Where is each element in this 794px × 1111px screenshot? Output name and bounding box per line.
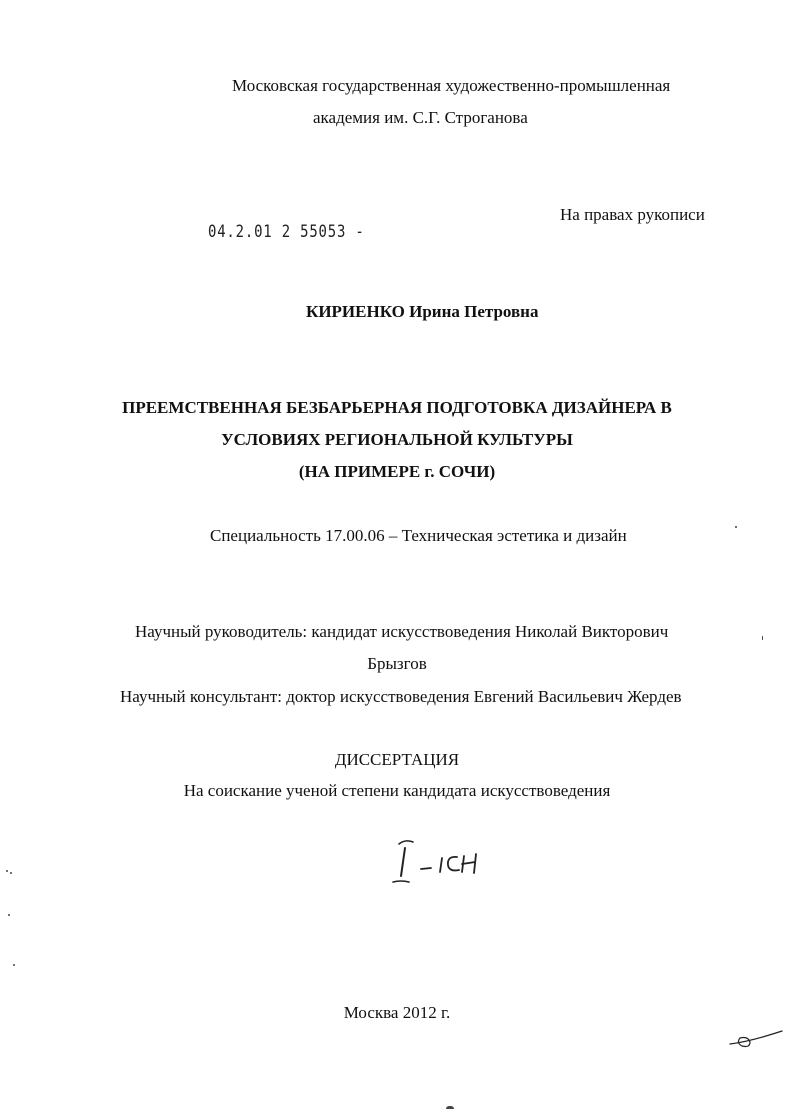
archive-stamp — [208, 224, 365, 241]
archive-stamp-number: 04.2.01 2 55053 — [208, 222, 356, 242]
title-line-1: ПРЕЕМСТВЕННАЯ БЕЗБАРЬЕРНАЯ ПОДГОТОВКА ДИЗАЙНЕРА В — [122, 398, 672, 417]
scan-speck — [735, 526, 737, 528]
rights-note: На правах рукописи — [560, 205, 705, 224]
author-name: КИРИЕНКО Ирина Петровна — [306, 302, 539, 321]
supervisor-line-2: Брызгов — [367, 654, 427, 673]
scan-speck — [10, 872, 12, 874]
specialty: Специальность 17.00.06 – Техническая эстетика и дизайн — [210, 526, 627, 545]
title-line-2: УСЛОВИЯХ РЕГИОНАЛЬНОЙ КУЛЬТУРЫ — [221, 430, 573, 449]
scan-speck — [13, 964, 15, 966]
signature-mark — [728, 1026, 788, 1056]
handwritten-note — [385, 838, 485, 898]
scan-speck — [6, 870, 8, 872]
scan-speck — [446, 1106, 454, 1109]
document-type: ДИССЕРТАЦИЯ — [334, 750, 460, 769]
place-year: Москва 2012 г. — [343, 1003, 451, 1022]
stamp-dash: - — [355, 222, 365, 242]
institution-line-2: академия им. С.Г. Строганова — [313, 108, 528, 127]
supervisor-line-1: Научный руководитель: кандидат искусствоведения Николай Викторович — [135, 622, 669, 641]
title-line-3: (НА ПРИМЕРЕ г. СОЧИ) — [298, 462, 496, 481]
scan-speck — [8, 914, 10, 916]
consultant: Научный консультант: доктор искусствоведения Евгений Васильевич Жердев — [120, 687, 682, 706]
institution-line-1: Московская государственная художественно-промышленная — [232, 76, 671, 95]
degree-line: На соискание ученой степени кандидата искусствоведения — [183, 781, 611, 800]
scan-speck — [762, 636, 763, 640]
